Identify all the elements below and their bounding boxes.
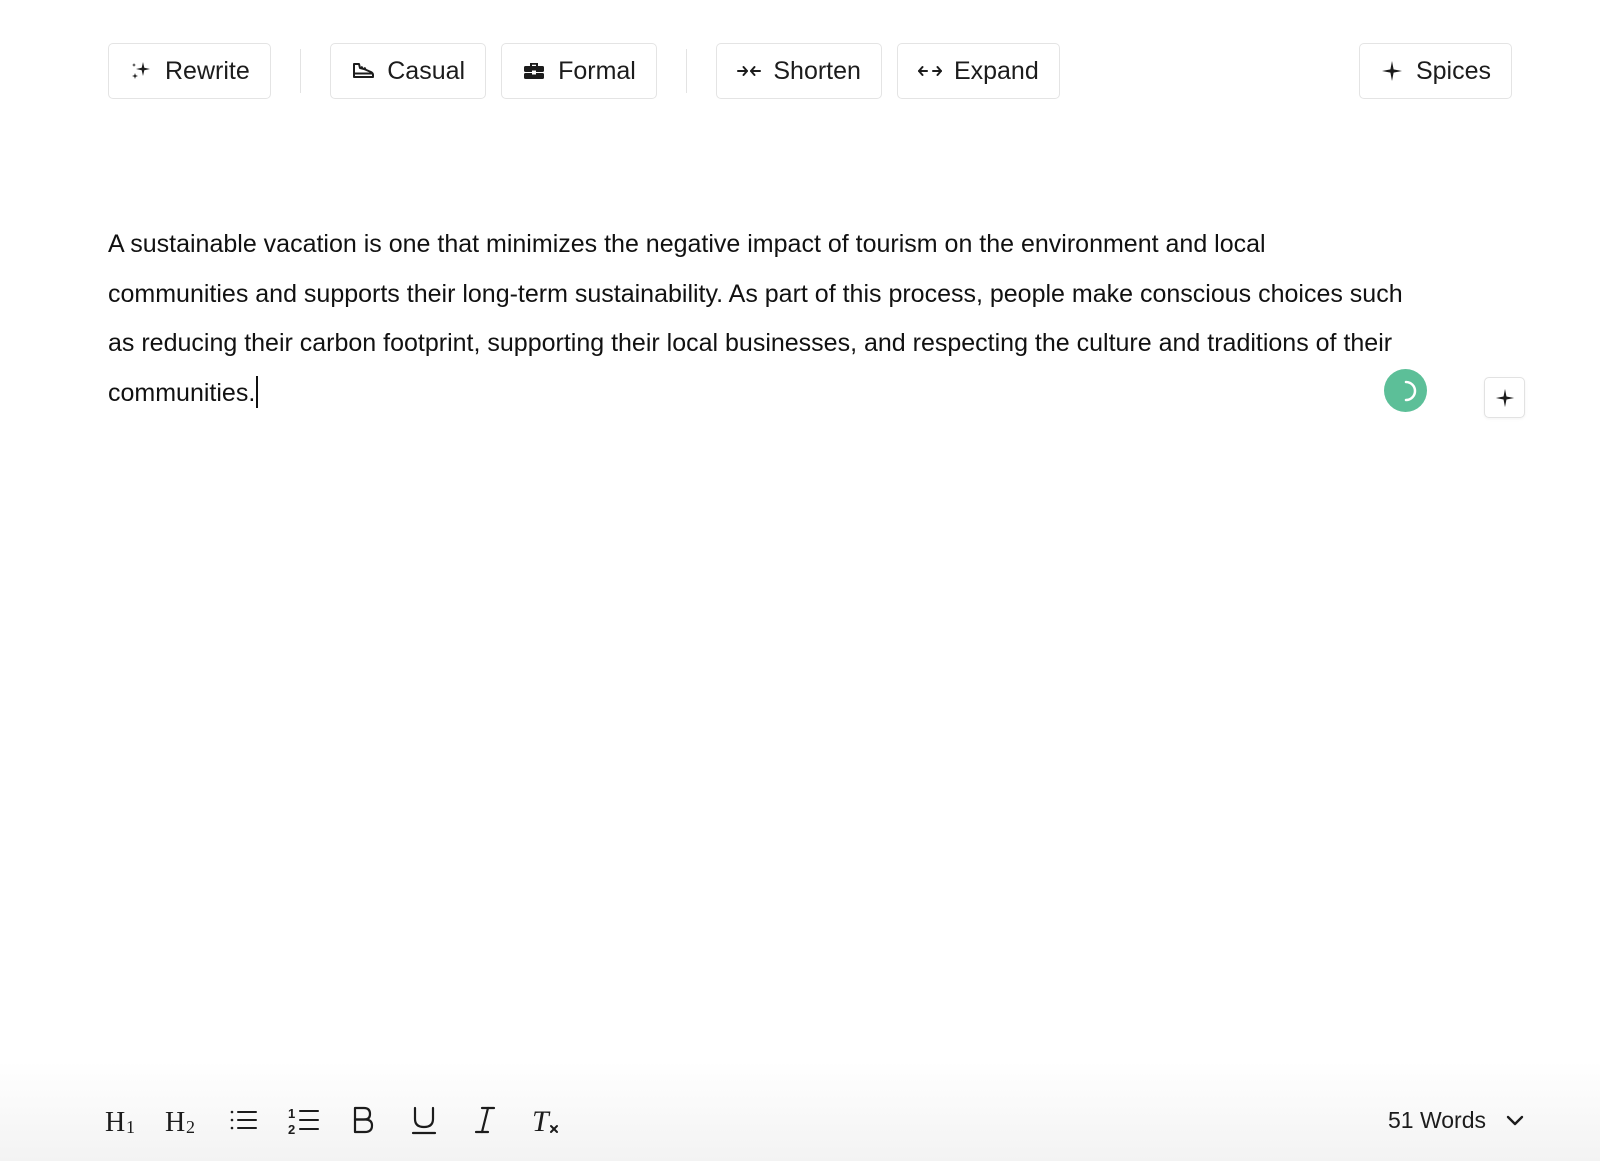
sparkles-icon xyxy=(129,59,153,83)
formal-button[interactable] xyxy=(501,43,657,99)
italic-button[interactable] xyxy=(474,1102,496,1138)
clear-formatting-icon xyxy=(532,1103,562,1137)
arrows-out-icon xyxy=(918,59,942,83)
svg-text:H: H xyxy=(165,1107,186,1137)
rewrite-button[interactable] xyxy=(108,43,271,99)
add-block-button[interactable] xyxy=(1484,377,1525,418)
editor-content[interactable] xyxy=(108,220,1408,418)
word-count: 51 Words xyxy=(1388,1106,1487,1133)
formal-label: Formal xyxy=(558,56,636,85)
shorten-label: Shorten xyxy=(773,56,861,85)
underline-button[interactable] xyxy=(410,1102,438,1138)
svg-text:1: 1 xyxy=(126,1117,135,1137)
arrows-in-icon xyxy=(737,59,761,83)
casual-button[interactable] xyxy=(330,43,486,99)
underline-icon xyxy=(410,1103,438,1137)
numbered-list-button[interactable] xyxy=(288,1102,320,1138)
bold-icon xyxy=(350,1103,376,1137)
word-count-dropdown[interactable] xyxy=(1388,1102,1526,1138)
ai-toolbar xyxy=(108,43,1512,99)
heading-2-icon xyxy=(165,1103,201,1137)
clear-formatting-button[interactable] xyxy=(532,1102,562,1138)
bullet-list-icon xyxy=(229,1103,259,1137)
paragraph-text: A sustainable vacation is one that minimizes the negative impact of tourism on the environment and local communities and supports their long-term sustainability. As part of this process, people make conscious choices such as reducing their carbon footprint, supporting their local businesses, and respecting the culture and traditions of their communities. xyxy=(108,230,1403,407)
numbered-list-icon xyxy=(288,1103,320,1137)
shorten-button[interactable] xyxy=(716,43,882,99)
heading-1-button[interactable] xyxy=(105,1102,141,1138)
sparkle-icon xyxy=(1494,387,1516,409)
toolbar-divider xyxy=(686,49,688,93)
briefcase-icon xyxy=(522,59,546,83)
bullet-list-button[interactable] xyxy=(229,1102,259,1138)
italic-icon xyxy=(474,1103,496,1137)
svg-text:1: 1 xyxy=(288,1106,296,1121)
svg-text:H: H xyxy=(105,1107,126,1137)
sparkle-icon xyxy=(1380,59,1404,83)
expand-button[interactable] xyxy=(897,43,1060,99)
spinner-icon xyxy=(1393,378,1419,404)
sneaker-icon xyxy=(351,59,375,83)
rewrite-label: Rewrite xyxy=(165,56,250,85)
expand-label: Expand xyxy=(953,56,1039,85)
heading-2-button[interactable] xyxy=(165,1102,201,1138)
heading-1-icon xyxy=(105,1103,141,1137)
spices-button[interactable] xyxy=(1359,43,1512,99)
svg-text:2: 2 xyxy=(288,1122,296,1137)
loading-spinner xyxy=(1384,369,1427,412)
svg-text:2: 2 xyxy=(186,1117,195,1137)
toolbar-divider xyxy=(300,49,302,93)
svg-text:T: T xyxy=(532,1105,549,1137)
spices-label: Spices xyxy=(1415,56,1491,85)
chevron-down-icon xyxy=(1504,1109,1526,1131)
bold-button[interactable] xyxy=(350,1102,376,1138)
casual-label: Casual xyxy=(387,56,466,85)
text-cursor xyxy=(256,376,258,408)
